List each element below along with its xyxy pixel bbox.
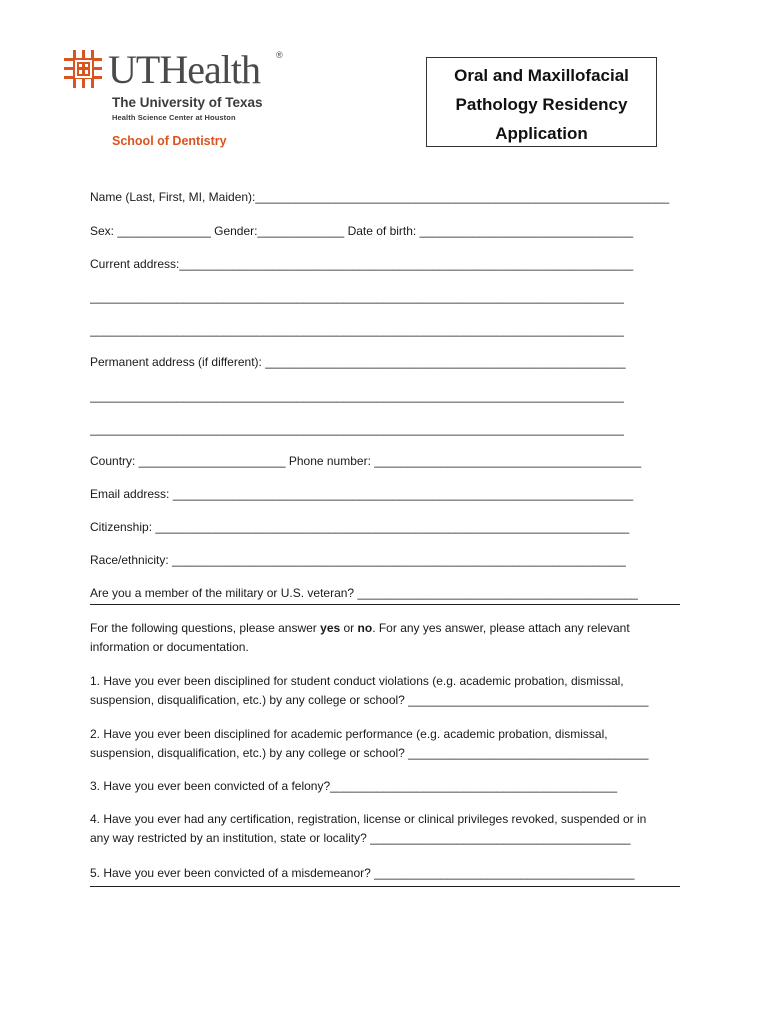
question-4	[90, 810, 682, 848]
instructions-or: or	[340, 621, 358, 635]
logo-hsc: Health Science Center at Houston	[112, 113, 236, 122]
uthealth-lattice-icon	[64, 50, 102, 88]
registered-mark: ®	[276, 50, 283, 60]
section-divider	[90, 604, 680, 605]
permanent-address-line-3[interactable]: ________________________________________________________________________________	[90, 422, 624, 436]
military-veteran-field[interactable]: Are you a member of the military or U.S. veteran? __________________________________________	[90, 586, 638, 600]
question-5	[90, 864, 682, 883]
uthealth-logo	[64, 48, 364, 158]
question-2-answer[interactable]: suspension, disqualification, etc.) by any college or school? ____________________________________	[90, 746, 649, 760]
logo-wordmark: UTHealth	[108, 47, 260, 92]
title-line-3: Application	[495, 124, 588, 143]
question-3-answer[interactable]: 3. Have you ever been convicted of a felony?___________________________________________	[90, 779, 618, 793]
email-field[interactable]: Email address: _____________________________________________________________________	[90, 487, 634, 501]
permanent-address-field[interactable]: Permanent address (if different): ______________________________________________________	[90, 355, 626, 369]
question-2	[90, 725, 682, 763]
question-1-answer[interactable]: suspension, disqualification, etc.) by any college or school? ____________________________________	[90, 693, 649, 707]
question-4-text: 4. Have you ever had any certification, registration, license or clinical privileges revoked, suspended or in	[90, 812, 647, 826]
race-ethnicity-field[interactable]: Race/ethnicity: ____________________________________________________________________	[90, 553, 626, 567]
instructions-suffix: . For any yes answer, please attach any relevant information or documentation.	[90, 621, 630, 654]
instructions-yes: yes	[320, 621, 341, 635]
title-box	[426, 57, 657, 147]
question-1-text: 1. Have you ever been disciplined for student conduct violations (e.g. academic probation, dismissal,	[90, 674, 624, 688]
sex-gender-dob-field[interactable]: Sex: ______________ Gender:_____________ Date of birth: ________________________________	[90, 224, 634, 238]
question-1	[90, 672, 682, 710]
country-phone-field[interactable]: Country: ______________________ Phone number: ________________________________________	[90, 454, 642, 468]
instructions-no: no	[357, 621, 373, 635]
current-address-line-2[interactable]: ________________________________________________________________________________	[90, 290, 624, 304]
instructions-prefix: For the following questions, please answer	[90, 621, 321, 635]
current-address-line-3[interactable]: ________________________________________________________________________________	[90, 323, 624, 337]
question-3	[90, 777, 682, 796]
bottom-divider	[90, 886, 680, 887]
title-line-1: Oral and Maxillofacial	[454, 66, 629, 85]
instructions	[90, 619, 682, 657]
current-address-field[interactable]: Current address:____________________________________________________________________	[90, 257, 634, 271]
title-line-2: Pathology Residency	[455, 95, 628, 114]
question-4-answer[interactable]: any way restricted by an institution, state or locality? _______________________________________	[90, 831, 631, 845]
citizenship-field[interactable]: Citizenship: _______________________________________________________________________	[90, 520, 630, 534]
question-5-answer[interactable]: 5. Have you ever been convicted of a misdemeanor? _______________________________________	[90, 866, 635, 880]
permanent-address-line-2[interactable]: ________________________________________________________________________________	[90, 389, 624, 403]
logo-school: School of Dentistry	[112, 134, 227, 148]
name-field[interactable]: Name (Last, First, MI, Maiden):______________________________________________________________	[90, 190, 670, 204]
question-2-text: 2. Have you ever been disciplined for academic performance (e.g. academic probation, dismissal,	[90, 727, 608, 741]
logo-university: The University of Texas	[112, 95, 263, 110]
